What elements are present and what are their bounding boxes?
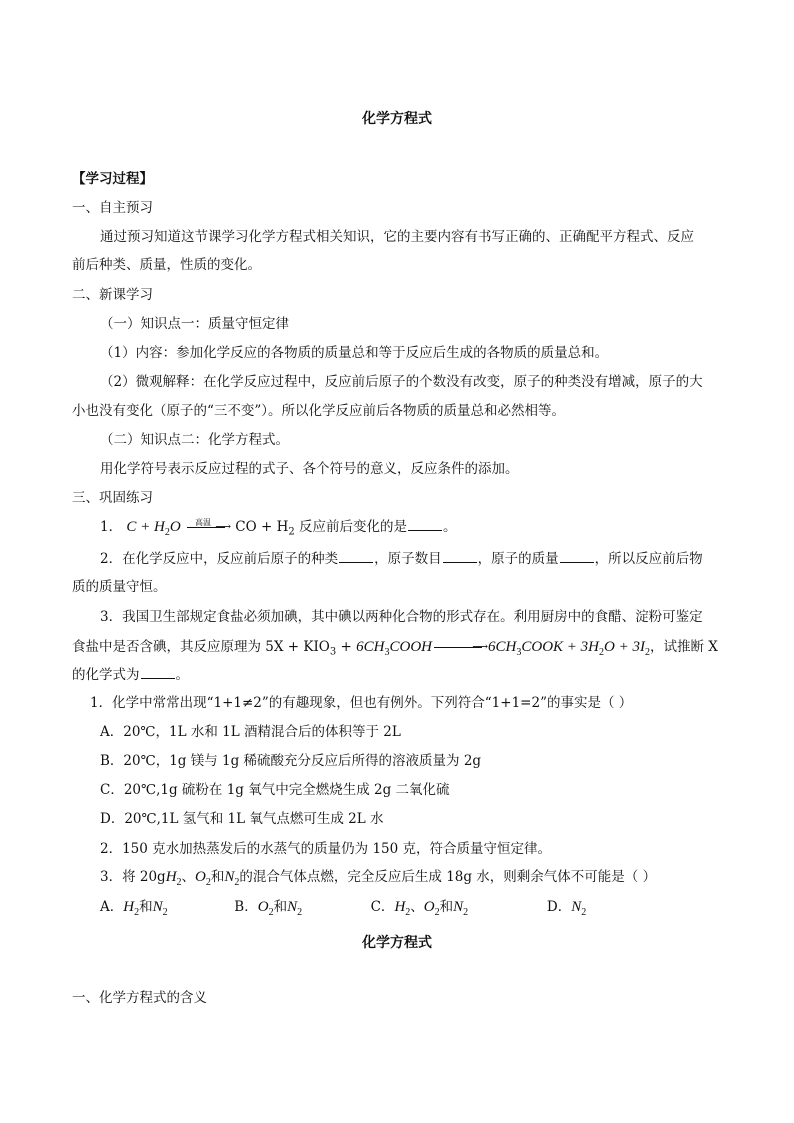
formula-h2: $H_2$	[165, 869, 182, 888]
option-label: C．	[370, 899, 395, 915]
answer-blank[interactable]	[443, 550, 477, 563]
reaction-equation: $5X + KIO_3$ + $6CH_3COOH$ ⟶ $6CH_3COOK + 3H_2O + 3I_2$	[265, 639, 650, 658]
practice-question-2-line1	[100, 550, 703, 568]
formula-o2: $O_2$	[195, 869, 211, 888]
reaction-arrow: 高温 ⟶	[185, 517, 231, 535]
knowledge-point-1-micro-line2: 小也没有变化（原子的“三不变”）。所以化学反应前后各物质的质量总和必然相等。	[72, 403, 566, 419]
equation-products: CO + $H_2$	[235, 519, 295, 538]
practice-question-3-line1: 3．我国卫生部规定食盐必须加碘，其中碘以两种化合物的形式存在。利用厨房中的食醋、淀粉可鉴定	[100, 609, 703, 625]
question-text: 的化学式为	[72, 667, 140, 683]
option-d[interactable]: D．$N_2$	[546, 899, 587, 918]
question-text: ，原子的质量	[477, 551, 559, 567]
reaction-condition: 高温	[195, 518, 211, 527]
knowledge-point-2-content: 用化学符号表示反应过程的式子、各个符号的意义，反应条件的添加。	[100, 461, 519, 477]
conjunction: 和	[273, 899, 288, 915]
question-text: 食盐中是否含碘，其反应原理为	[72, 639, 261, 655]
question-text: 反应前后变化的是	[299, 519, 408, 535]
paragraph-preview-line1: 通过预习知道这节课学习化学方程式相关知识，它的主要内容有书写正确的、正确配平方程式、反应	[100, 229, 694, 245]
answer-blank[interactable]	[408, 518, 442, 531]
option-b[interactable]: B．$O_2$和$N_2$	[234, 899, 303, 918]
knowledge-point-1-content: （1）内容：参加化学反应的各物质的质量总和等于反应后生成的各物质的质量总和。	[100, 345, 609, 361]
question-number: 1．	[100, 519, 123, 535]
separator: 、	[181, 869, 196, 885]
question-text: 3．将 20g	[100, 869, 166, 885]
choice-option-c[interactable]: C．20℃,1g 硫粉在 1g 氧气中完全燃烧生成 2g 二氧化硫	[100, 782, 450, 798]
option-a[interactable]: A．$H_2$和$N_2$	[100, 899, 168, 918]
knowledge-point-2-heading: （二）知识点二：化学方程式。	[100, 432, 289, 448]
practice-question-1	[100, 517, 457, 542]
question-text: ，原子数目	[374, 551, 442, 567]
separator: 、	[410, 899, 424, 915]
conjunction: 和	[439, 899, 454, 915]
heading-practice: 三、巩固练习	[72, 490, 153, 506]
knowledge-point-1-heading: （一）知识点一：质量守恒定律	[100, 316, 289, 332]
choice-question-1: 1．化学中常常出现“1+1≠2”的有趣现象，但也有例外。下列符合“1+1=2”的事实是（ ）	[90, 695, 633, 711]
practice-question-3-line3	[72, 666, 189, 684]
formula-n2: $N_2$	[224, 869, 240, 888]
question-text: ，试推断 X	[649, 639, 718, 655]
option-label: B．	[234, 899, 258, 915]
paragraph-preview-line2: 前后种类、质量，性质的变化。	[72, 257, 261, 273]
question-text: 的混合气体点燃，完全反应后生成 18g 水，则剩余气体不可能是（ ）	[239, 869, 657, 885]
page-title: 化学方程式	[362, 111, 432, 127]
heading-self-study: 一、自主预习	[72, 200, 153, 216]
equation-reactants: $C + H_2O$	[126, 519, 181, 538]
conjunction: 和	[139, 899, 153, 915]
heading-new-lesson: 二、新课学习	[72, 287, 153, 303]
answer-blank[interactable]	[141, 666, 175, 679]
question-text: ，所以反应前后物	[594, 551, 703, 567]
practice-question-3-line2	[72, 637, 718, 662]
knowledge-point-1-micro-line1: （2）微观解释：在化学反应过程中，反应前后原子的个数没有改变，原子的种类没有增减，原子的大	[100, 374, 703, 390]
conjunction: 和	[210, 869, 225, 885]
practice-question-2-line2: 质的质量守恒。	[72, 579, 167, 595]
question-text: 2．在化学反应中，反应前后原子的种类	[100, 551, 339, 567]
choice-question-3-options	[100, 898, 586, 922]
heading-equation-meaning: 一、化学方程式的含义	[72, 990, 207, 1006]
option-c[interactable]: C．$H_2$、$O_2$和$N_2$	[370, 899, 469, 918]
answer-blank[interactable]	[560, 550, 594, 563]
choice-option-b[interactable]: B．20℃，1g 镁与 1g 稀硫酸充分反应后所得的溶液质量为 2g	[100, 753, 482, 769]
statement-question-2: 2．150 克水加热蒸发后的水蒸气的质量仍为 150 克，符合质量守恒定律。	[100, 841, 551, 857]
section-label: 【学习过程】	[72, 171, 153, 187]
choice-question-3	[100, 868, 656, 892]
section-title-2: 化学方程式	[362, 935, 432, 951]
option-label: D．	[546, 899, 572, 915]
answer-blank[interactable]	[339, 550, 373, 563]
choice-option-d[interactable]: D．20℃,1L 氢气和 1L 氧气点燃可生成 2L 水	[100, 811, 384, 827]
option-label: A．	[100, 899, 124, 915]
question-end: 。	[175, 667, 189, 683]
choice-option-a[interactable]: A．20℃，1L 水和 1L 酒精混合后的体积等于 2L	[100, 724, 401, 740]
question-end: 。	[443, 519, 457, 535]
